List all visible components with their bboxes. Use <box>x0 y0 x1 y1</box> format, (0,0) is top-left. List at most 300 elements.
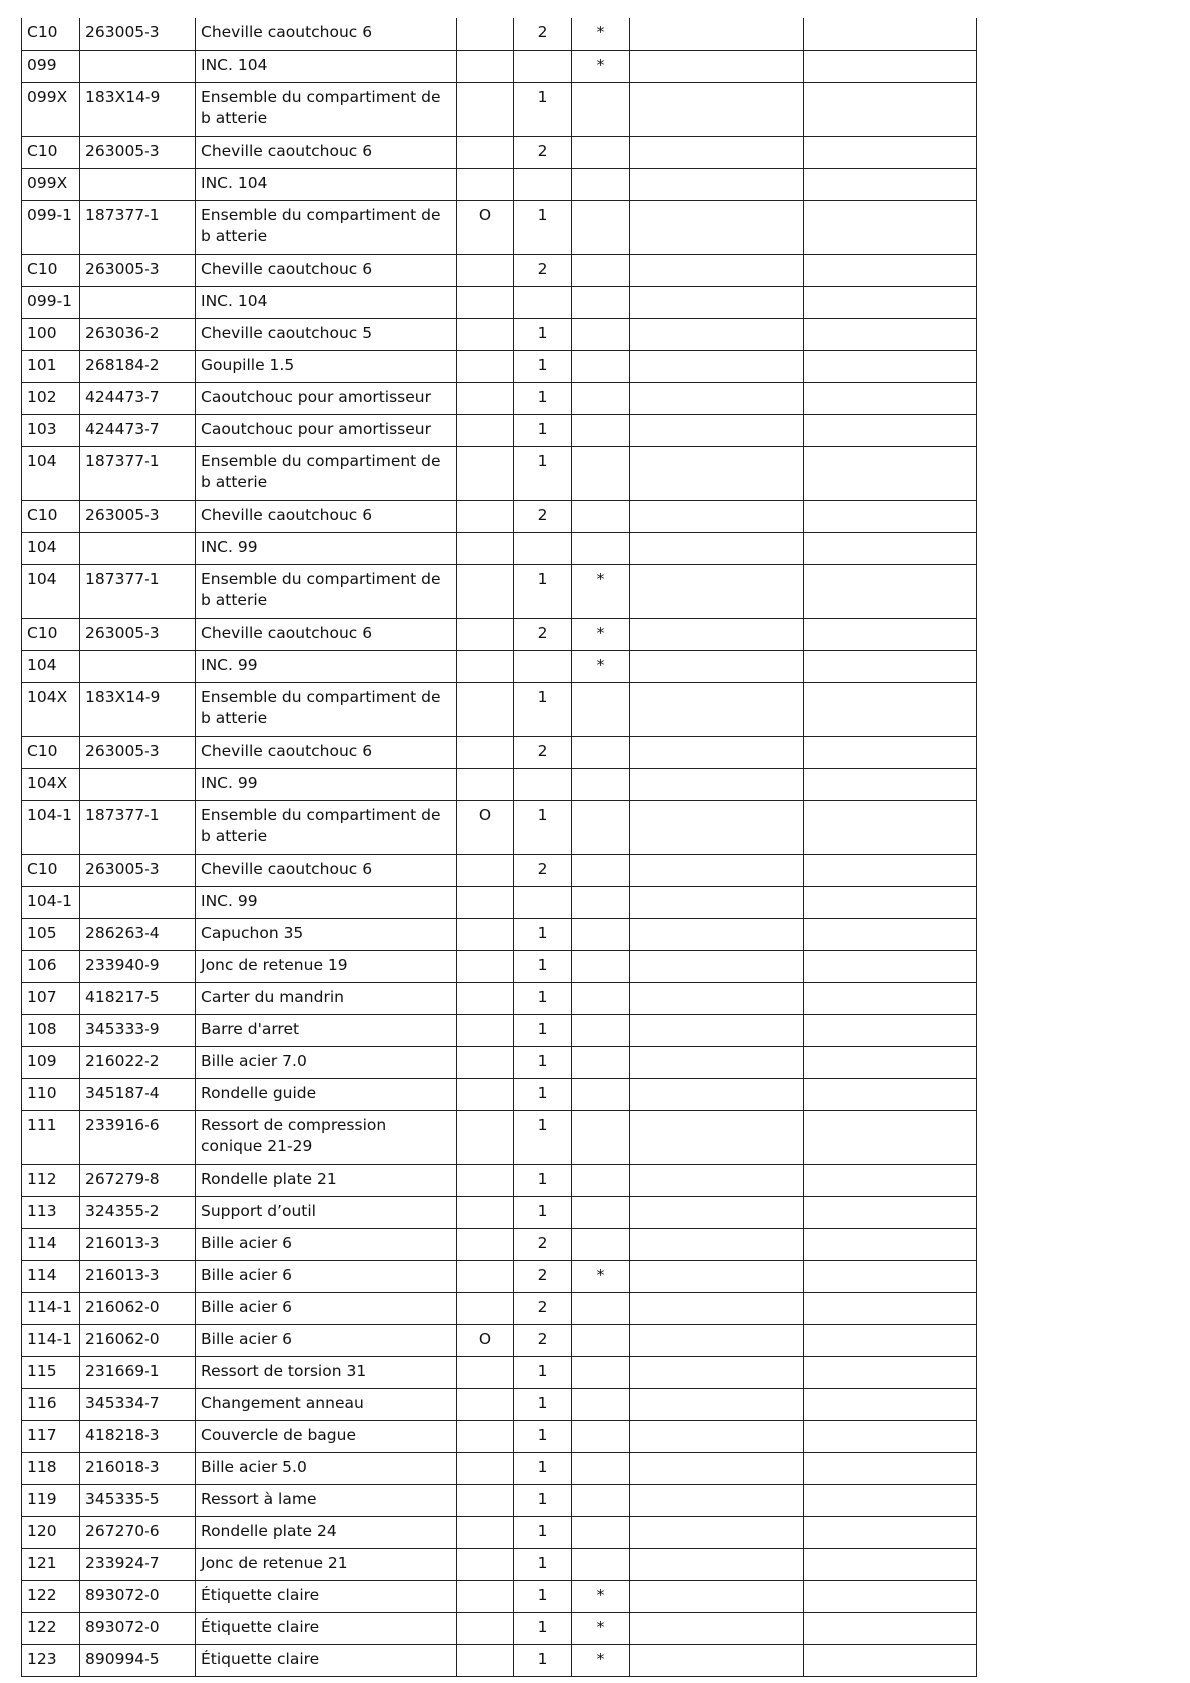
part-number-cell: 187377-1 <box>80 200 196 254</box>
part-number-cell: 233916-6 <box>80 1110 196 1164</box>
blank-cell <box>804 382 977 414</box>
option-flag-cell <box>457 1292 514 1324</box>
quantity-cell: 1 <box>514 1014 572 1046</box>
quantity-cell <box>514 50 572 82</box>
table-row <box>22 768 977 800</box>
description-cell: INC. 99 <box>196 768 457 800</box>
note-marker-cell <box>572 168 630 200</box>
note-marker-cell: * <box>572 18 630 50</box>
blank-cell <box>804 500 977 532</box>
blank-cell <box>630 800 804 854</box>
description-cell: Ensemble du compartiment de b atterie <box>196 800 457 854</box>
ref-number-cell: 123 <box>22 1644 80 1676</box>
table-row <box>22 350 977 382</box>
blank-cell <box>804 918 977 950</box>
quantity-cell <box>514 768 572 800</box>
part-number-cell: 263005-3 <box>80 136 196 168</box>
quantity-cell: 1 <box>514 1580 572 1612</box>
note-marker-cell <box>572 1228 630 1260</box>
description-cell: Caoutchouc pour amortisseur <box>196 382 457 414</box>
description-cell: INC. 104 <box>196 286 457 318</box>
description-cell: Cheville caoutchouc 6 <box>196 618 457 650</box>
note-marker-cell <box>572 886 630 918</box>
quantity-cell: 1 <box>514 564 572 618</box>
note-marker-cell: * <box>572 650 630 682</box>
part-number-cell: 263005-3 <box>80 254 196 286</box>
option-flag-cell <box>457 446 514 500</box>
quantity-cell: 2 <box>514 136 572 168</box>
blank-cell <box>804 1612 977 1644</box>
description-cell: Bille acier 5.0 <box>196 1452 457 1484</box>
ref-number-cell: 105 <box>22 918 80 950</box>
option-flag-cell <box>457 650 514 682</box>
ref-number-cell: 114 <box>22 1228 80 1260</box>
note-marker-cell <box>572 350 630 382</box>
description-cell: Ressort de compression conique 21-29 <box>196 1110 457 1164</box>
ref-number-cell: 122 <box>22 1580 80 1612</box>
blank-cell <box>804 1260 977 1292</box>
quantity-cell: 1 <box>514 1356 572 1388</box>
table-row <box>22 1110 977 1164</box>
note-marker-cell <box>572 532 630 564</box>
blank-cell <box>804 446 977 500</box>
table-row <box>22 136 977 168</box>
part-number-cell: 268184-2 <box>80 350 196 382</box>
blank-cell <box>630 1324 804 1356</box>
blank-cell <box>630 1046 804 1078</box>
table-row <box>22 286 977 318</box>
option-flag-cell <box>457 918 514 950</box>
ref-number-cell: 117 <box>22 1420 80 1452</box>
table-row <box>22 82 977 136</box>
blank-cell <box>804 1356 977 1388</box>
description-cell: Cheville caoutchouc 6 <box>196 854 457 886</box>
blank-cell <box>804 1452 977 1484</box>
quantity-cell: 1 <box>514 1644 572 1676</box>
description-cell: Étiquette claire <box>196 1580 457 1612</box>
part-number-cell: 286263-4 <box>80 918 196 950</box>
blank-cell <box>804 682 977 736</box>
option-flag-cell <box>457 1014 514 1046</box>
description-cell: Carter du mandrin <box>196 982 457 1014</box>
option-flag-cell <box>457 1580 514 1612</box>
option-flag-cell <box>457 950 514 982</box>
table-row <box>22 886 977 918</box>
part-number-cell: 216062-0 <box>80 1292 196 1324</box>
ref-number-cell: 120 <box>22 1516 80 1548</box>
blank-cell <box>630 168 804 200</box>
blank-cell <box>630 350 804 382</box>
note-marker-cell: * <box>572 1612 630 1644</box>
note-marker-cell <box>572 768 630 800</box>
ref-number-cell: 112 <box>22 1164 80 1196</box>
quantity-cell: 1 <box>514 800 572 854</box>
blank-cell <box>804 982 977 1014</box>
part-number-cell: 263005-3 <box>80 500 196 532</box>
blank-cell <box>630 564 804 618</box>
table-row <box>22 1292 977 1324</box>
option-flag-cell <box>457 1164 514 1196</box>
part-number-cell: 324355-2 <box>80 1196 196 1228</box>
option-flag-cell <box>457 1260 514 1292</box>
ref-number-cell: 104-1 <box>22 800 80 854</box>
table-row <box>22 1078 977 1110</box>
ref-number-cell: 104X <box>22 768 80 800</box>
note-marker-cell: * <box>572 1580 630 1612</box>
note-marker-cell: * <box>572 618 630 650</box>
note-marker-cell <box>572 682 630 736</box>
table-row <box>22 1548 977 1580</box>
blank-cell <box>804 736 977 768</box>
part-number-cell: 345335-5 <box>80 1484 196 1516</box>
description-cell: Étiquette claire <box>196 1644 457 1676</box>
part-number-cell: 424473-7 <box>80 414 196 446</box>
quantity-cell: 1 <box>514 1548 572 1580</box>
table-row <box>22 1644 977 1676</box>
table-row <box>22 1580 977 1612</box>
description-cell: Cheville caoutchouc 6 <box>196 136 457 168</box>
quantity-cell: 1 <box>514 918 572 950</box>
blank-cell <box>630 136 804 168</box>
description-cell: Capuchon 35 <box>196 918 457 950</box>
blank-cell <box>804 1078 977 1110</box>
quantity-cell: 1 <box>514 1388 572 1420</box>
blank-cell <box>630 768 804 800</box>
description-cell: Rondelle plate 24 <box>196 1516 457 1548</box>
description-cell: Rondelle plate 21 <box>196 1164 457 1196</box>
blank-cell <box>630 1388 804 1420</box>
table-row <box>22 1388 977 1420</box>
description-cell: INC. 104 <box>196 50 457 82</box>
option-flag-cell <box>457 1388 514 1420</box>
note-marker-cell <box>572 1014 630 1046</box>
option-flag-cell <box>457 414 514 446</box>
description-cell: INC. 99 <box>196 650 457 682</box>
blank-cell <box>804 564 977 618</box>
option-flag-cell <box>457 1484 514 1516</box>
blank-cell <box>804 1110 977 1164</box>
quantity-cell <box>514 886 572 918</box>
quantity-cell: 1 <box>514 1612 572 1644</box>
ref-number-cell: 099 <box>22 50 80 82</box>
option-flag-cell: O <box>457 200 514 254</box>
ref-number-cell: 122 <box>22 1612 80 1644</box>
parts-list-table <box>21 18 977 1677</box>
ref-number-cell: 102 <box>22 382 80 414</box>
blank-cell <box>630 1484 804 1516</box>
ref-number-cell: C10 <box>22 854 80 886</box>
blank-cell <box>630 500 804 532</box>
ref-number-cell: 111 <box>22 1110 80 1164</box>
option-flag-cell <box>457 618 514 650</box>
part-number-cell: 216018-3 <box>80 1452 196 1484</box>
quantity-cell: 1 <box>514 950 572 982</box>
blank-cell <box>804 650 977 682</box>
quantity-cell: 2 <box>514 736 572 768</box>
blank-cell <box>630 1110 804 1164</box>
note-marker-cell <box>572 950 630 982</box>
blank-cell <box>804 286 977 318</box>
part-number-cell <box>80 168 196 200</box>
blank-cell <box>804 350 977 382</box>
blank-cell <box>630 682 804 736</box>
note-marker-cell <box>572 1452 630 1484</box>
description-cell: Ensemble du compartiment de b atterie <box>196 682 457 736</box>
description-cell: Caoutchouc pour amortisseur <box>196 414 457 446</box>
note-marker-cell <box>572 1548 630 1580</box>
quantity-cell: 1 <box>514 1516 572 1548</box>
blank-cell <box>630 1452 804 1484</box>
option-flag-cell <box>457 1612 514 1644</box>
option-flag-cell <box>457 382 514 414</box>
ref-number-cell: 107 <box>22 982 80 1014</box>
option-flag-cell <box>457 768 514 800</box>
part-number-cell: 187377-1 <box>80 564 196 618</box>
blank-cell <box>804 1164 977 1196</box>
option-flag-cell <box>457 982 514 1014</box>
table-row <box>22 168 977 200</box>
option-flag-cell <box>457 1228 514 1260</box>
table-row <box>22 1516 977 1548</box>
table-row <box>22 200 977 254</box>
note-marker-cell: * <box>572 564 630 618</box>
parts-table-body <box>22 18 977 1676</box>
blank-cell <box>804 1046 977 1078</box>
note-marker-cell <box>572 982 630 1014</box>
blank-cell <box>630 1580 804 1612</box>
blank-cell <box>630 1196 804 1228</box>
note-marker-cell <box>572 918 630 950</box>
ref-number-cell: 101 <box>22 350 80 382</box>
quantity-cell <box>514 650 572 682</box>
quantity-cell: 2 <box>514 1292 572 1324</box>
ref-number-cell: 104 <box>22 446 80 500</box>
description-cell: INC. 99 <box>196 886 457 918</box>
ref-number-cell: C10 <box>22 618 80 650</box>
blank-cell <box>804 768 977 800</box>
table-row <box>22 414 977 446</box>
part-number-cell: 263005-3 <box>80 18 196 50</box>
quantity-cell: 1 <box>514 318 572 350</box>
quantity-cell: 1 <box>514 1420 572 1452</box>
blank-cell <box>804 1644 977 1676</box>
blank-cell <box>630 1164 804 1196</box>
table-row <box>22 1612 977 1644</box>
part-number-cell <box>80 286 196 318</box>
option-flag-cell <box>457 50 514 82</box>
option-flag-cell <box>457 1078 514 1110</box>
description-cell: Ensemble du compartiment de b atterie <box>196 82 457 136</box>
blank-cell <box>804 18 977 50</box>
option-flag-cell: O <box>457 1324 514 1356</box>
ref-number-cell: 114 <box>22 1260 80 1292</box>
blank-cell <box>630 886 804 918</box>
blank-cell <box>804 886 977 918</box>
description-cell: INC. 99 <box>196 532 457 564</box>
part-number-cell: 183X14-9 <box>80 682 196 736</box>
ref-number-cell: 109 <box>22 1046 80 1078</box>
quantity-cell: 1 <box>514 982 572 1014</box>
description-cell: Cheville caoutchouc 6 <box>196 500 457 532</box>
table-row <box>22 682 977 736</box>
table-row <box>22 950 977 982</box>
ref-number-cell: 104X <box>22 682 80 736</box>
option-flag-cell <box>457 500 514 532</box>
ref-number-cell: 119 <box>22 1484 80 1516</box>
description-cell: Jonc de retenue 21 <box>196 1548 457 1580</box>
part-number-cell <box>80 650 196 682</box>
note-marker-cell <box>572 200 630 254</box>
quantity-cell <box>514 168 572 200</box>
description-cell: Barre d'arret <box>196 1014 457 1046</box>
blank-cell <box>804 800 977 854</box>
blank-cell <box>630 1356 804 1388</box>
ref-number-cell: C10 <box>22 500 80 532</box>
part-number-cell: 183X14-9 <box>80 82 196 136</box>
blank-cell <box>804 1388 977 1420</box>
blank-cell <box>630 982 804 1014</box>
table-row <box>22 1356 977 1388</box>
part-number-cell: 893072-0 <box>80 1580 196 1612</box>
blank-cell <box>630 1014 804 1046</box>
blank-cell <box>804 254 977 286</box>
quantity-cell: 1 <box>514 414 572 446</box>
blank-cell <box>630 918 804 950</box>
blank-cell <box>630 82 804 136</box>
description-cell: Bille acier 6 <box>196 1324 457 1356</box>
blank-cell <box>804 1548 977 1580</box>
note-marker-cell <box>572 1196 630 1228</box>
option-flag-cell: O <box>457 800 514 854</box>
option-flag-cell <box>457 886 514 918</box>
note-marker-cell <box>572 1046 630 1078</box>
blank-cell <box>804 1580 977 1612</box>
option-flag-cell <box>457 1356 514 1388</box>
quantity-cell: 1 <box>514 200 572 254</box>
part-number-cell: 231669-1 <box>80 1356 196 1388</box>
note-marker-cell <box>572 1110 630 1164</box>
blank-cell <box>630 1548 804 1580</box>
blank-cell <box>804 50 977 82</box>
table-row <box>22 564 977 618</box>
ref-number-cell: 104 <box>22 532 80 564</box>
description-cell: Ensemble du compartiment de b atterie <box>196 200 457 254</box>
part-number-cell <box>80 532 196 564</box>
ref-number-cell: 099X <box>22 82 80 136</box>
table-row <box>22 1260 977 1292</box>
table-row <box>22 650 977 682</box>
note-marker-cell <box>572 318 630 350</box>
ref-number-cell: 099-1 <box>22 286 80 318</box>
table-row <box>22 500 977 532</box>
note-marker-cell: * <box>572 1260 630 1292</box>
blank-cell <box>630 1420 804 1452</box>
quantity-cell: 2 <box>514 254 572 286</box>
part-number-cell: 418218-3 <box>80 1420 196 1452</box>
blank-cell <box>630 414 804 446</box>
blank-cell <box>804 318 977 350</box>
part-number-cell: 263005-3 <box>80 736 196 768</box>
description-cell: Cheville caoutchouc 6 <box>196 18 457 50</box>
blank-cell <box>804 950 977 982</box>
blank-cell <box>630 736 804 768</box>
blank-cell <box>630 618 804 650</box>
quantity-cell: 1 <box>514 1164 572 1196</box>
blank-cell <box>630 532 804 564</box>
ref-number-cell: 104 <box>22 650 80 682</box>
blank-cell <box>804 1516 977 1548</box>
quantity-cell: 1 <box>514 1046 572 1078</box>
note-marker-cell: * <box>572 1644 630 1676</box>
option-flag-cell <box>457 854 514 886</box>
table-row <box>22 382 977 414</box>
blank-cell <box>630 318 804 350</box>
quantity-cell: 1 <box>514 682 572 736</box>
ref-number-cell: C10 <box>22 136 80 168</box>
part-number-cell: 263036-2 <box>80 318 196 350</box>
option-flag-cell <box>457 168 514 200</box>
description-cell: INC. 104 <box>196 168 457 200</box>
part-number-cell: 187377-1 <box>80 800 196 854</box>
option-flag-cell <box>457 318 514 350</box>
part-number-cell <box>80 886 196 918</box>
blank-cell <box>804 1228 977 1260</box>
blank-cell <box>804 82 977 136</box>
quantity-cell: 1 <box>514 1110 572 1164</box>
blank-cell <box>804 200 977 254</box>
blank-cell <box>630 950 804 982</box>
option-flag-cell <box>457 254 514 286</box>
table-row <box>22 918 977 950</box>
option-flag-cell <box>457 682 514 736</box>
ref-number-cell: 104 <box>22 564 80 618</box>
ref-number-cell: 115 <box>22 1356 80 1388</box>
part-number-cell: 345187-4 <box>80 1078 196 1110</box>
table-row <box>22 318 977 350</box>
quantity-cell: 1 <box>514 1078 572 1110</box>
blank-cell <box>630 200 804 254</box>
ref-number-cell: 108 <box>22 1014 80 1046</box>
part-number-cell: 267270-6 <box>80 1516 196 1548</box>
description-cell: Étiquette claire <box>196 1612 457 1644</box>
quantity-cell: 1 <box>514 350 572 382</box>
option-flag-cell <box>457 1420 514 1452</box>
table-row <box>22 1420 977 1452</box>
description-cell: Ensemble du compartiment de b atterie <box>196 564 457 618</box>
table-row <box>22 1452 977 1484</box>
note-marker-cell <box>572 414 630 446</box>
part-number-cell: 345334-7 <box>80 1388 196 1420</box>
option-flag-cell <box>457 286 514 318</box>
ref-number-cell: 100 <box>22 318 80 350</box>
blank-cell <box>630 1078 804 1110</box>
part-number-cell: 187377-1 <box>80 446 196 500</box>
option-flag-cell <box>457 1110 514 1164</box>
quantity-cell: 2 <box>514 618 572 650</box>
quantity-cell: 1 <box>514 82 572 136</box>
quantity-cell: 2 <box>514 1228 572 1260</box>
ref-number-cell: 104-1 <box>22 886 80 918</box>
option-flag-cell <box>457 82 514 136</box>
table-row <box>22 18 977 50</box>
blank-cell <box>630 254 804 286</box>
part-number-cell: 263005-3 <box>80 618 196 650</box>
description-cell: Cheville caoutchouc 6 <box>196 254 457 286</box>
quantity-cell: 2 <box>514 1260 572 1292</box>
blank-cell <box>630 1260 804 1292</box>
table-row <box>22 532 977 564</box>
blank-cell <box>804 1292 977 1324</box>
